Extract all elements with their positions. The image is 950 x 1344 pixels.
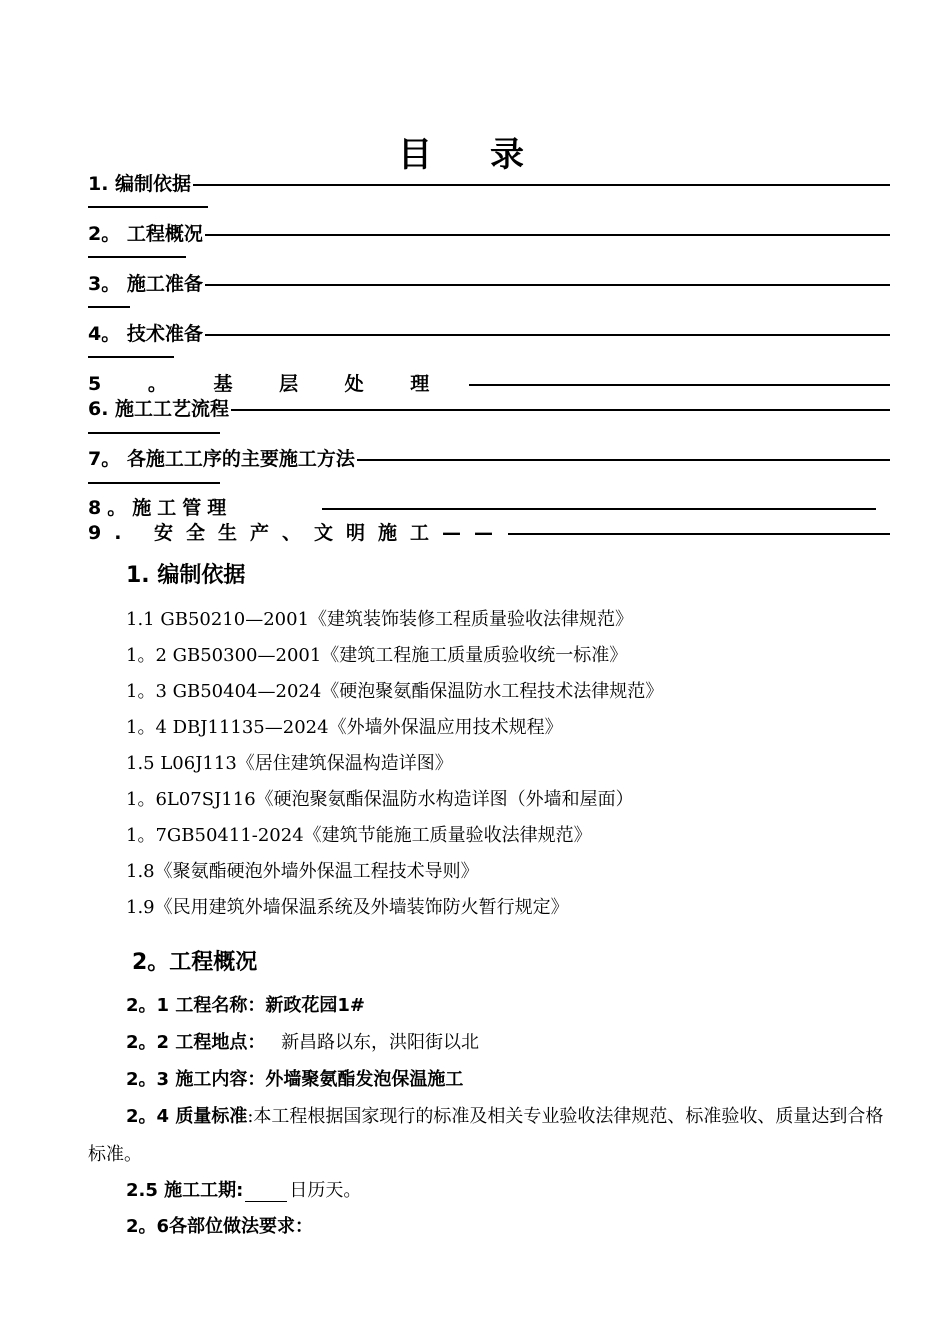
requirements-item (126, 1216, 313, 1238)
toc-title: 目录 (398, 135, 582, 175)
toc-item-label: 1. 编制依据 (88, 173, 192, 195)
toc-item-9[interactable] (88, 522, 890, 544)
reference-item: 1。4 DBJ11135—2024《外墙外保温应用技术规程》 (126, 717, 563, 738)
item-label: 2。2 工程地点： (126, 1032, 266, 1053)
reference-item: 1。7GB50411-2024《建筑节能施工质量验收法律规范》 (126, 825, 592, 846)
toc-item-5[interactable] (88, 373, 890, 395)
item-label: 2。1 工程名称：新政花园1# (126, 995, 365, 1016)
item-value: :本工程根据国家现行的标准及相关专业验收法律规范、标准验收、质量达到合格标准。 (88, 1106, 884, 1165)
toc-item-label: 2。 工程概况 (88, 223, 203, 245)
toc-leader (231, 409, 890, 411)
blank-field (245, 1183, 287, 1202)
item-label: 2。3 施工内容：外墙聚氨酯发泡保温施工 (126, 1069, 464, 1090)
toc-leader (205, 234, 890, 236)
toc-leader-continuation (88, 432, 220, 434)
toc-item-label: 9. 安全生产、文明施工—— (88, 522, 507, 544)
item-label: 2。4 质量标准 (126, 1106, 248, 1127)
reference-item: 1。6L07SJ116《硬泡聚氨酯保温防水构造详图（外墙和屋面） (126, 789, 634, 810)
project-location-item (126, 1032, 479, 1054)
toc-item-6[interactable] (88, 398, 890, 420)
toc-leader-continuation (88, 256, 186, 258)
construction-content-item (126, 1069, 463, 1091)
toc-leader (469, 384, 890, 386)
toc-item-label: 4。 技术准备 (88, 323, 203, 345)
toc-item-4[interactable] (88, 323, 890, 345)
section-heading: 2。工程概况 (132, 950, 258, 975)
toc-leader-continuation (88, 206, 208, 208)
item-value: 新昌路以东，洪阳街以北 (281, 1032, 480, 1053)
reference-item: 1.5 L06J113《居住建筑保温构造详图》 (126, 753, 453, 774)
reference-item: 1。3 GB50404—2024《硬泡聚氨酯保温防水工程技术法律规范》 (126, 681, 664, 702)
toc-item-3[interactable] (88, 273, 890, 295)
toc-item-label: 8。施工管理 (88, 497, 233, 519)
toc-item-1[interactable] (88, 173, 890, 195)
item-label: 2。6各部位做法要求： (126, 1216, 314, 1237)
item-label: 2.5 施工工期: (126, 1180, 244, 1201)
toc-item-label: 6. 施工工艺流程 (88, 398, 230, 420)
toc-leader-continuation (88, 306, 130, 308)
project-name-item (126, 995, 365, 1017)
toc-item-label: 7。 各施工工序的主要施工方法 (88, 448, 355, 470)
toc-leader-continuation (88, 356, 174, 358)
item-value: 日历天。 (289, 1180, 362, 1201)
toc-item-7[interactable] (88, 448, 890, 470)
toc-item-label: 5 。 基 层 处 理 (88, 373, 450, 395)
reference-item: 1。2 GB50300—2001《建筑工程施工质量质验收统一标准》 (126, 645, 628, 666)
reference-item: 1.9《民用建筑外墙保温系统及外墙装饰防火暂行规定》 (126, 897, 569, 918)
toc-leader-continuation (88, 482, 220, 484)
toc-leader (205, 284, 890, 286)
quality-standard-paragraph (88, 1098, 898, 1174)
toc-leader (357, 459, 890, 461)
reference-item: 1.1 GB50210—2001《建筑装饰装修工程质量验收法律规范》 (126, 609, 634, 630)
toc-leader (193, 184, 890, 186)
section-heading: 1. 编制依据 (126, 563, 246, 588)
toc-item-label: 3。 施工准备 (88, 273, 203, 295)
reference-item: 1.8《聚氨酯硬泡外墙外保温工程技术导则》 (126, 861, 479, 882)
construction-period-item (126, 1180, 361, 1202)
toc-item-8[interactable] (88, 497, 876, 519)
toc-leader (205, 334, 890, 336)
toc-item-2[interactable] (88, 223, 890, 245)
toc-leader (322, 508, 876, 510)
toc-leader (508, 533, 890, 535)
